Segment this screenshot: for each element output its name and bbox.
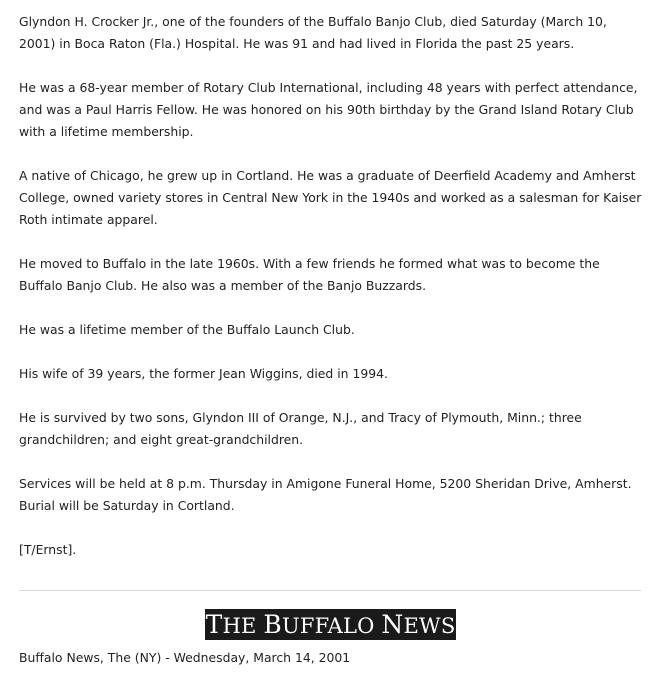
logo-wordmark: THE BUFFALO NEWS — [205, 610, 456, 639]
buffalo-news-logo — [205, 609, 456, 640]
section-divider — [19, 590, 641, 591]
article-paragraph: He was a lifetime member of the Buffalo Launch Club. — [19, 322, 355, 337]
article-paragraph: A native of Chicago, he grew up in Cortland. He was a graduate of Deerfield Academy and Amherst College, owned variety stores in Central New York in the 1940s and worked as a salesman for Kaiser Roth intimate apparel. — [19, 168, 642, 227]
article-body — [19, 11, 644, 561]
article-paragraph: Glyndon H. Crocker Jr., one of the founders of the Buffalo Banjo Club, died Saturday (March 10, 2001) in Boca Raton (Fla.) Hospital. He was 91 and had lived in Florida the past 25 years. — [19, 14, 607, 51]
article-paragraph: His wife of 39 years, the former Jean Wiggins, died in 1994. — [19, 366, 388, 381]
source-citation: Buffalo News, The (NY) - Wednesday, March 14, 2001 — [19, 650, 351, 665]
article-signoff: [T/Ernst]. — [19, 542, 77, 557]
article-paragraph: He moved to Buffalo in the late 1960s. With a few friends he formed what was to become the Buffalo Banjo Club. He also was a member of the Banjo Buzzards. — [19, 256, 600, 293]
article-paragraph: He was a 68-year member of Rotary Club International, including 48 years with perfect attendance, and was a Paul Harris Fellow. He was honored on his 90th birthday by the Grand Island Rotary Club with a lifetime membership. — [19, 80, 638, 139]
article-paragraph: Services will be held at 8 p.m. Thursday in Amigone Funeral Home, 5200 Sheridan Drive, Amherst. Burial will be Saturday in Cortland. — [19, 476, 632, 513]
article-paragraph: He is survived by two sons, Glyndon III of Orange, N.J., and Tracy of Plymouth, Minn.; three grandchildren; and eight great-grandchildren. — [19, 410, 582, 447]
